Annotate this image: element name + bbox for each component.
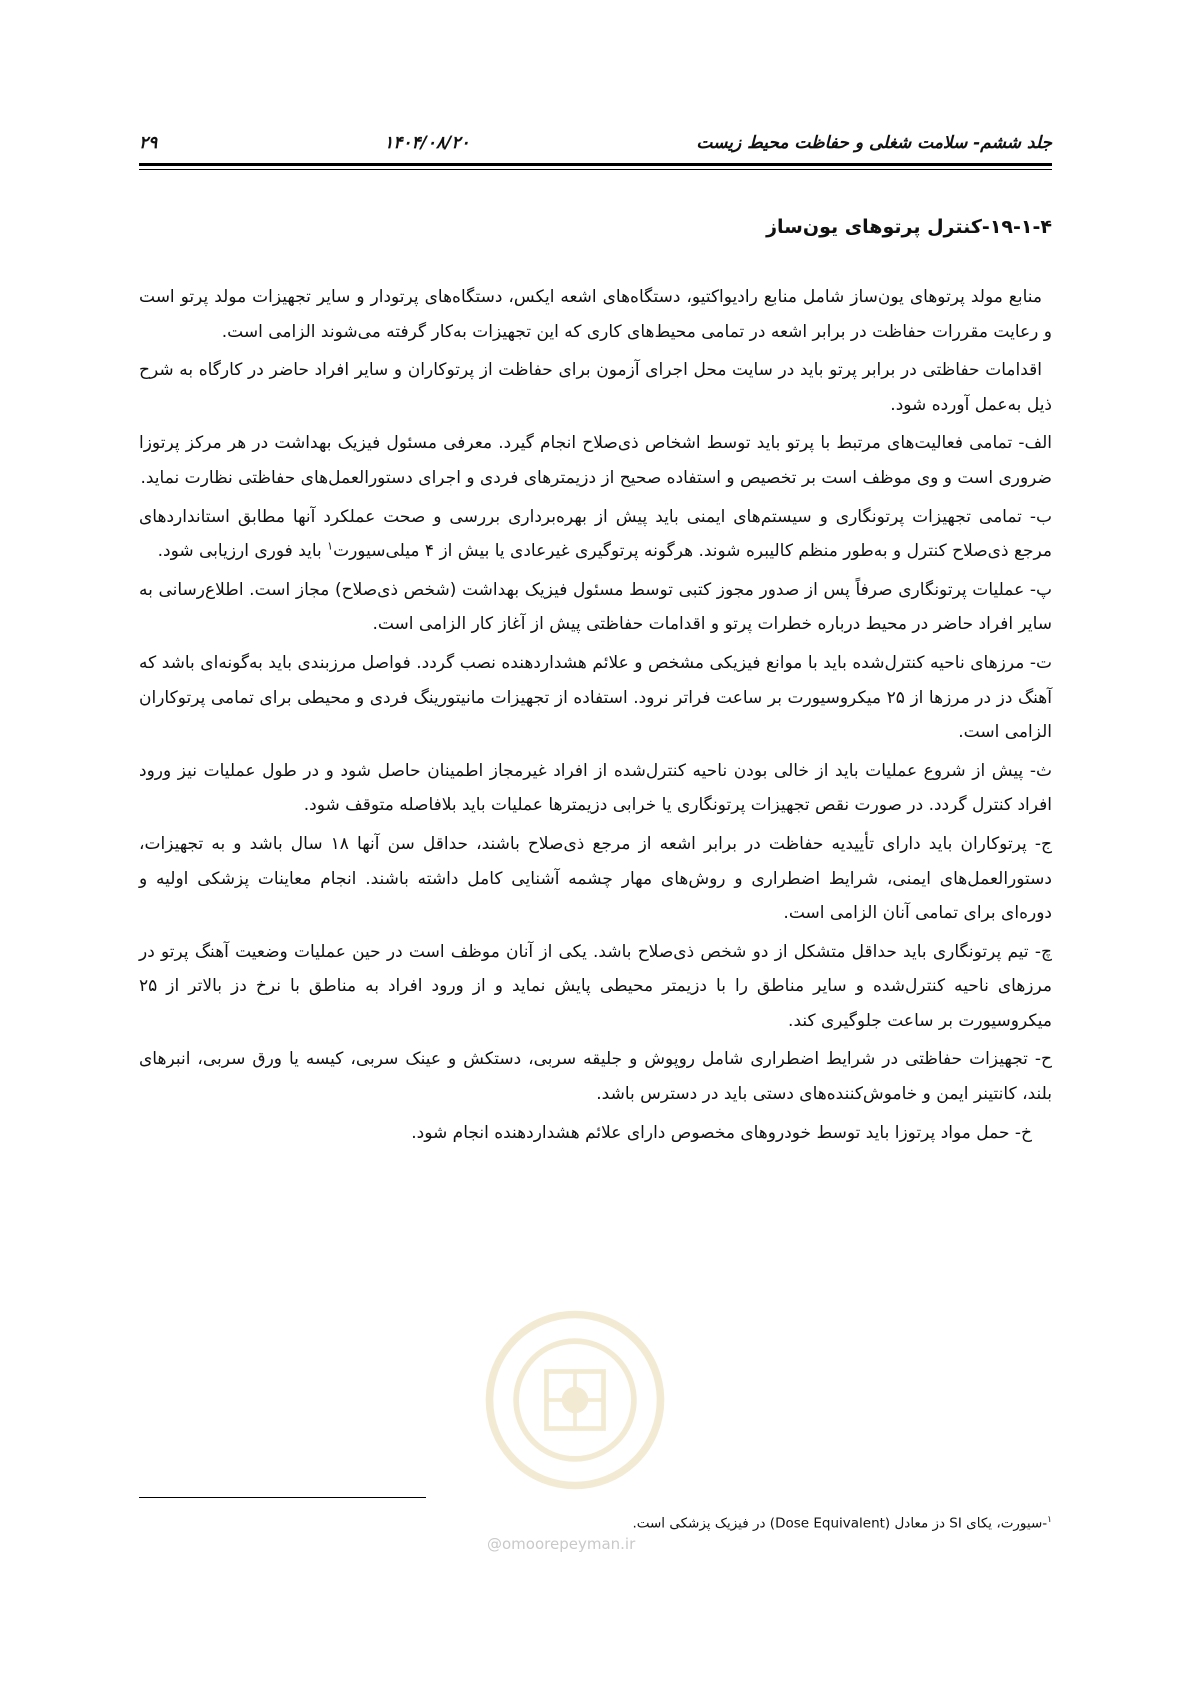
header-rule-thin [139,169,1052,170]
body-text [139,280,1052,1154]
paragraph-be-text: ب- تمامی تجهیزات پرتونگاری و سیستم‌های ایمنی باید پیش از بهره‌برداری بررسی و صحت عملکرد آنها مطابق استانداردهای مرجع ذی‌صلاح کنترل و به‌طور منظم کالیبره شوند. هرگونه پرتوگیری غیرعادی یا بیش از ۴ میلی‌سیورت [139,506,1052,562]
paragraph-be-end: باید فوری ارزیابی شود. [157,541,322,562]
footnote-rule [139,1497,426,1498]
paragraph-measures: اقدامات حفاظتی در برابر پرتو باید در سایت محل اجرای آزمون برای حفاظت از پرتوکاران و سایر افراد حاضر در کارگاه به شرح ذیل به‌عمل آورده شود. [139,360,1052,415]
footnote-term: (Dose Equivalent) [769,1515,891,1532]
paragraph-che: چ- تیم پرتونگاری باید حداقل متشکل از دو شخص ذی‌صلاح باشد. یکی از آنان موظف است در حین عملیات وضعیت آهنگ پرتو در مرزهای ناحیه کنترل‌شده و سایر مناطق را با دزیمتر محیطی پایش نماید و از ورود افراد به مناطق با نرخ دز بالاتر از ۲۵ میکروسیورت بر ساعت جلوگیری کند. [139,941,1052,1031]
header-rule-thick [139,163,1052,166]
paragraph-khe: خ- حمل مواد پرتوزا باید توسط خودروهای مخصوص دارای علائم هشداردهنده انجام شود. [411,1122,1032,1143]
paragraph-intro: منابع مولد پرتوهای یون‌ساز شامل منابع رادیواکتیو، دستگاه‌های اشعه ایکس، دستگاه‌های پرتودار و سایر تجهیزات مولد پرتو است و رعایت مقررات حفاظت در برابر اشعه در تمامی محیط‌های کاری که این تجهیزات به‌کار گرفته می‌شوند الزامی است. [139,287,1052,342]
paragraph-te: ت- مرزهای ناحیه کنترل‌شده باید با موانع فیزیکی مشخص و علائم هشداردهنده نصب گردد. فواصل مرزبندی باید به‌گونه‌ای باشد که آهنگ دز در مرزها از ۲۵ میکروسیورت بر ساعت فراتر نرود. استفاده از تجهیزات مانیتورینگ فردی و محیطی برای تمامی پرتوکاران الزامی است. [139,652,1052,743]
paragraph-se: ث- پیش از شروع عملیات باید از خالی بودن ناحیه کنترل‌شده از افراد غیرمجاز اطمینان حاصل شود و در طول عملیات نیز ورود افراد کنترل گردد. در صورت نقص تجهیزات پرتونگاری یا خرابی دزیمترها عملیات باید بلافاصله متوقف شود. [139,760,1052,816]
paragraph-be [139,500,1052,569]
paragraph-he: ح- تجهیزات حفاظتی در شرایط اضطراری شامل روپوش و جلیقه سربی، دستکش و عینک سربی، کیسه یا ورق سربی، انبرهای بلند، کانتینر ایمن و خاموش‌کننده‌های دستی باید در دسترس باشد. [139,1049,1052,1105]
page-number: ۲۹ [139,133,158,153]
paragraph-alef: الف- تمامی فعالیت‌های مرتبط با پرتو باید توسط اشخاص ذی‌صلاح انجام گیرد. معرفی مسئول فیزیک بهداشت در هر مرکز پرتوزا ضروری است و وی موظف است بر تخصیص و استفاده صحیح از دزیمترهای فردی و اجرای دستورالعمل‌های حفاظتی نظارت نماید. [139,433,1052,488]
journal-title: جلد ششم- سلامت شغلی و حفاظت محیط زیست [696,133,1052,153]
footnote-marker[interactable]: ۱ [327,539,334,553]
section-heading: ۱۹-۱-۴-کنترل پرتوهای یون‌ساز [766,216,1052,238]
paragraph-jim: ج- پرتوکاران باید دارای تأییدیه حفاظت در برابر اشعه از مرجع ذی‌صلاح باشند، حداقل سن آنها ۱۸ سال باشد و به تجهیزات، دستورالعمل‌های ایمنی، شرایط اضطراری و روش‌های مهار چشمه آشنایی کامل داشته باشند. انجام معاینات پزشکی اولیه و دوره‌ای برای تمامی آنان الزامی است. [139,833,1052,924]
page-header [139,128,1052,158]
paragraph-pe: پ- عملیات پرتونگاری صرفاً پس از صدور مجوز کتبی توسط مسئول فیزیک بهداشت (شخص ذی‌صلاح) مجاز است. اطلاع‌رسانی به سایر افراد حاضر در محیط درباره خطرات پرتو و اقدامات حفاظتی پیش از آغاز کار الزامی است. [139,579,1052,635]
watermark-text: @omoorepeyman.ir [487,1535,636,1553]
header-date: ۱۴۰۴/۰۸/۲۰ [384,133,470,153]
watermark-logo [480,1305,670,1495]
footnote-text-after: در فیزیک پزشکی است. [632,1515,770,1532]
footnote-text-before: -سیورت، یکای SI دز معادل [890,1515,1048,1532]
footnote-number: ۱ [1047,1515,1052,1525]
footnote [632,1515,1052,1532]
